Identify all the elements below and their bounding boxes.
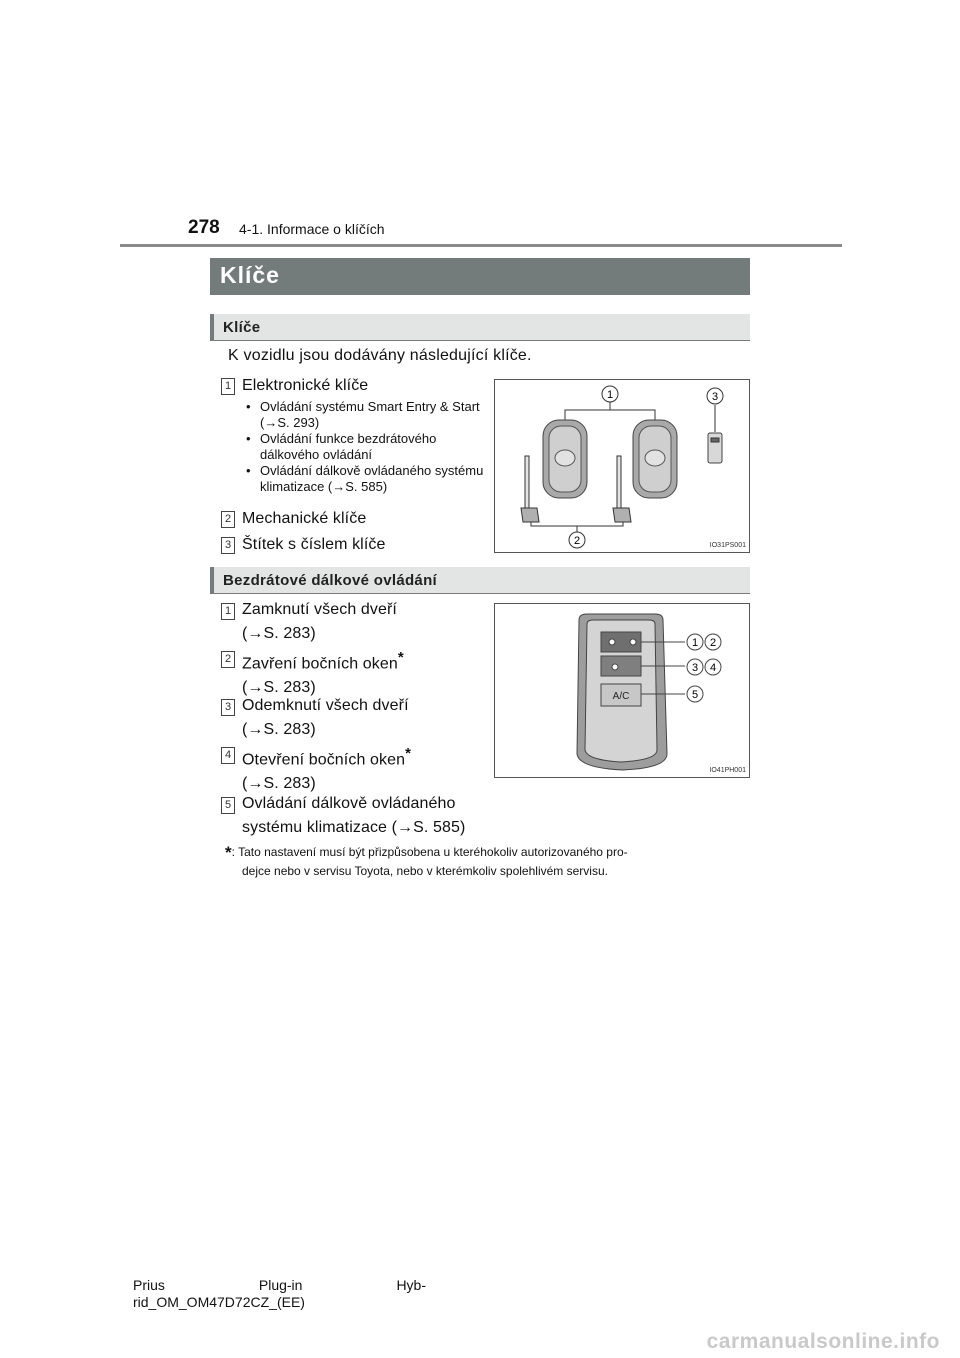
figure-id: IO41PH001 xyxy=(709,767,746,774)
item-mechanical-keys: Mechanické klíče xyxy=(242,510,367,527)
item-number: 1 xyxy=(221,378,235,395)
item-number: 2 xyxy=(221,651,235,668)
callout-label: 5 xyxy=(691,689,699,701)
bullet-item: • Ovládání systému Smart Entry & Start (→S. 293) xyxy=(246,399,486,431)
item-electronic-keys: Elektronické klíče xyxy=(242,377,369,394)
callout-label: 4 xyxy=(709,662,717,674)
page-title: Klíče xyxy=(220,262,280,288)
footnote-marker: * xyxy=(405,745,412,762)
remote-illustration xyxy=(495,604,749,777)
figure-keys xyxy=(494,379,750,553)
callout-label: 1 xyxy=(606,389,614,401)
item-unlock-all-doors: Odemknutí všech dveří (→S. 283) xyxy=(242,697,409,738)
header-rule xyxy=(120,244,842,247)
footer: Prius Plug-in Hyb- rid_OM_OM47D72CZ_(EE) xyxy=(133,1277,426,1310)
callout-label: 3 xyxy=(691,662,699,674)
subsection-title: Bezdrátové dálkové ovládání xyxy=(223,572,438,589)
page-title-bar xyxy=(210,258,750,295)
footnote-star: * xyxy=(225,843,232,862)
item-remote-ac: Ovládání dálkově ovládaného systému klimatizace (→S. 585) xyxy=(242,795,466,836)
figure-id: IO31PS001 xyxy=(709,542,746,549)
subsection-bar-remote xyxy=(210,567,750,594)
item-open-windows: Otevření bočních oken* (→S. 283) xyxy=(242,745,412,793)
subsection-title: Klíče xyxy=(223,319,261,336)
ac-button-label: A/C xyxy=(612,691,630,702)
figure-remote xyxy=(494,603,750,778)
item-number: 1 xyxy=(221,603,235,620)
section-heading: 4-1. Informace o klíčích xyxy=(239,221,385,237)
callout-label: 2 xyxy=(709,637,717,649)
bullet-item: • Ovládání funkce bezdrátového dálkového ovládání xyxy=(246,431,486,463)
callout-label: 2 xyxy=(573,535,581,547)
item-close-windows: Zavření bočních oken* (→S. 283) xyxy=(242,649,404,697)
subsection-bar-keys xyxy=(210,314,750,341)
callout-label: 3 xyxy=(711,391,719,403)
item-number: 3 xyxy=(221,699,235,716)
item-number: 4 xyxy=(221,747,235,764)
page-number: 278 xyxy=(188,217,220,238)
callout-label: 1 xyxy=(691,637,699,649)
item-key-number-plate: Štítek s číslem klíče xyxy=(242,536,386,553)
bullet-list xyxy=(246,399,486,495)
item-number: 5 xyxy=(221,797,235,814)
item-lock-all-doors: Zamknutí všech dveří (→S. 283) xyxy=(242,601,397,642)
watermark: carmanualsonline.info xyxy=(706,1330,940,1353)
item-number: 3 xyxy=(221,537,235,554)
keys-illustration xyxy=(495,380,749,552)
bullet-item: • Ovládání dálkově ovládaného systému klimatizace (→S. 585) xyxy=(246,463,486,495)
item-number: 2 xyxy=(221,511,235,528)
footnote: *: Tato nastavení musí být přizpůsobena u kteréhokoliv autorizovaného pro- dejce nebo v servisu Toyota, nebo v kterémkoliv spolehlivém servisu. xyxy=(225,843,628,878)
footnote-marker: * xyxy=(397,649,404,666)
intro-text: K vozidlu jsou dodávány následující klíče. xyxy=(228,347,532,364)
